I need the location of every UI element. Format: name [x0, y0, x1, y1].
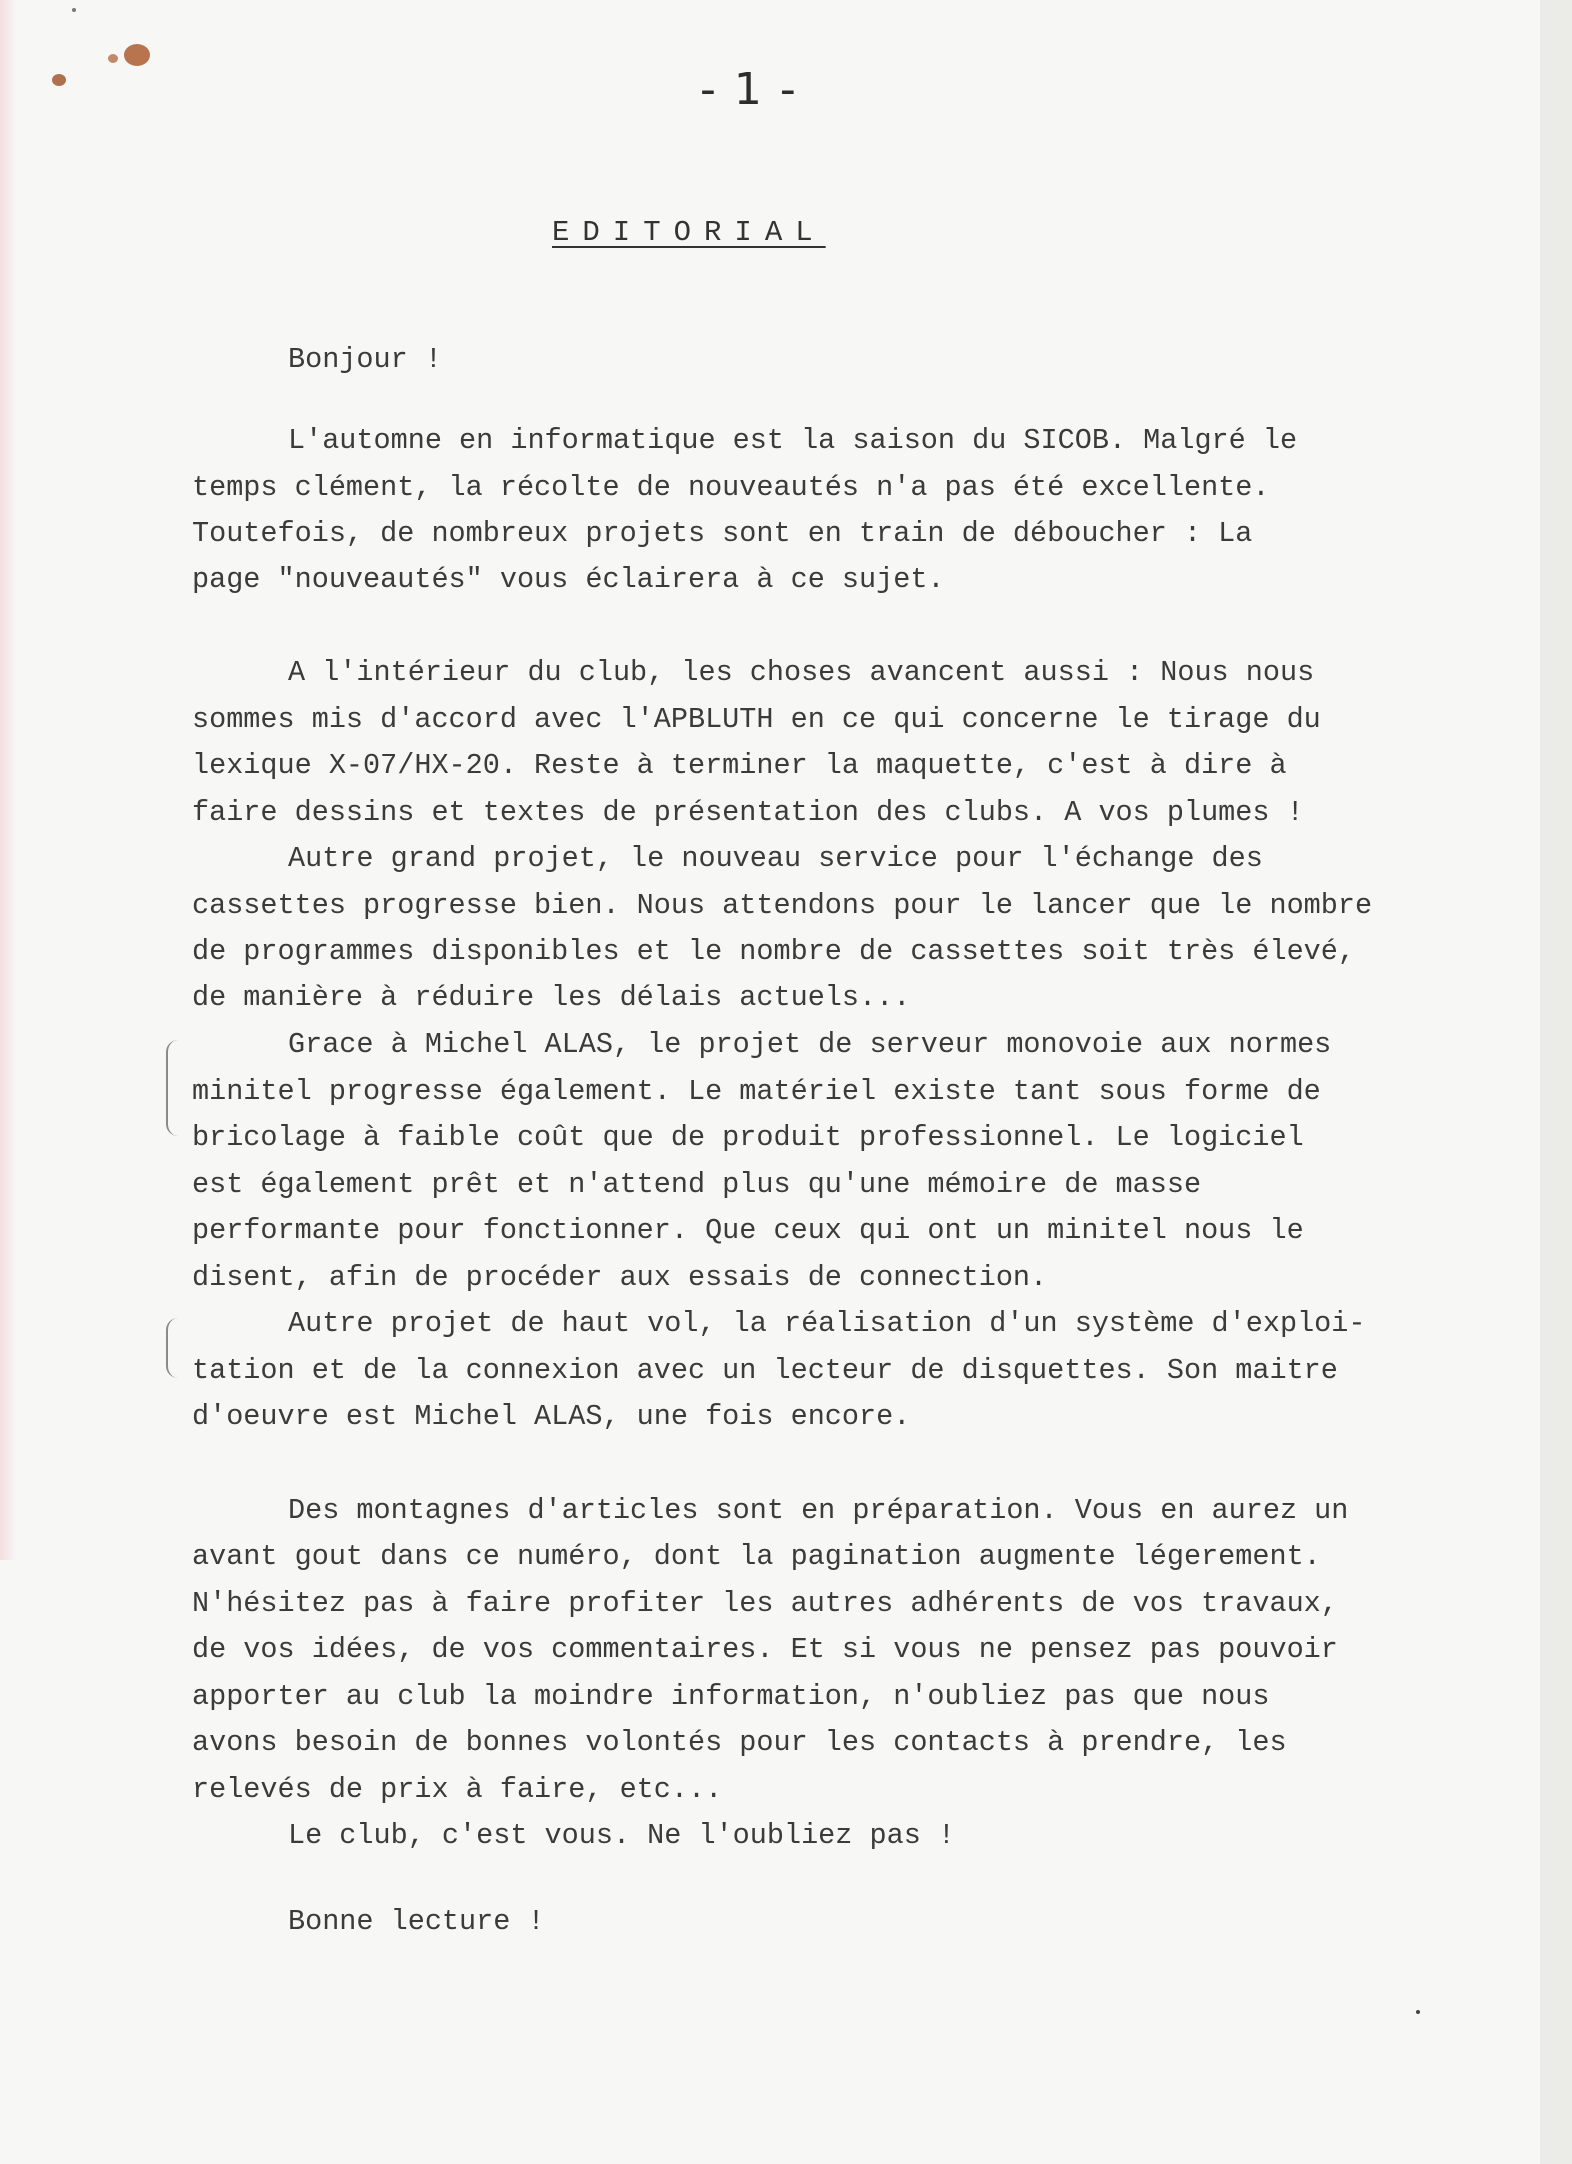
text-line: Grace à Michel ALAS, le projet de serveur monovoie aux normes	[288, 1028, 1332, 1061]
text-line: faire dessins et textes de présentation des clubs. A vos plumes !	[192, 796, 1304, 829]
stain-mark	[108, 54, 118, 63]
text-line: lexique X-07/HX-20. Reste à terminer la maquette, c'est à dire à	[192, 749, 1287, 782]
text-line: de manière à réduire les délais actuels...	[192, 981, 911, 1014]
text-line: est également prêt et n'attend plus qu'une mémoire de masse	[192, 1168, 1202, 1201]
text-line: de vos idées, de vos commentaires. Et si vous ne pensez pas pouvoir	[192, 1633, 1338, 1666]
text-line: d'oeuvre est Michel ALAS, une fois encore.	[192, 1400, 911, 1433]
stain-mark	[72, 8, 76, 12]
page-number: - 1 -	[700, 64, 798, 115]
text-line: sommes mis d'accord avec l'APBLUTH en ce qui concerne le tirage du	[192, 703, 1321, 736]
margin-bracket	[166, 1318, 178, 1378]
text-line: minitel progresse également. Le matériel existe tant sous forme de	[192, 1075, 1321, 1108]
text-line: Toutefois, de nombreux projets sont en train de déboucher : La	[192, 517, 1253, 550]
text-line: Bonne lecture !	[288, 1905, 545, 1938]
text-line: avant gout dans ce numéro, dont la pagination augmente légerement.	[192, 1540, 1321, 1573]
stain-mark	[124, 44, 150, 66]
text-line: cassettes progresse bien. Nous attendons pour le lancer que le nombre	[192, 889, 1373, 922]
page-title: EDITORIAL	[552, 216, 826, 249]
margin-bracket	[166, 1040, 178, 1136]
text-line: Autre grand projet, le nouveau service pour l'échange des	[288, 842, 1263, 875]
stain-mark	[52, 74, 66, 86]
text-line: temps clément, la récolte de nouveautés n'a pas été excellente.	[192, 471, 1270, 504]
ink-dot	[1416, 2010, 1420, 2014]
text-line: apporter au club la moindre information, n'oubliez pas que nous	[192, 1680, 1270, 1713]
text-line: tation et de la connexion avec un lecteur de disquettes. Son maitre	[192, 1354, 1338, 1387]
text-line: page "nouveautés" vous éclairera à ce sujet.	[192, 563, 945, 596]
text-line: N'hésitez pas à faire profiter les autres adhérents de vos travaux,	[192, 1587, 1338, 1620]
text-line: Autre projet de haut vol, la réalisation d'un système d'exploi-	[288, 1307, 1366, 1340]
text-line: Des montagnes d'articles sont en préparation. Vous en aurez un	[288, 1494, 1349, 1527]
text-line: Le club, c'est vous. Ne l'oubliez pas !	[288, 1819, 956, 1852]
text-line: de programmes disponibles et le nombre de cassettes soit très élevé,	[192, 935, 1355, 968]
text-line: avons besoin de bonnes volontés pour les contacts à prendre, les	[192, 1726, 1287, 1759]
paper-tint	[0, 0, 16, 1560]
text-line: A l'intérieur du club, les choses avancent aussi : Nous nous	[288, 656, 1315, 689]
paper-edge	[1540, 0, 1572, 2164]
text-line: L'automne en informatique est la saison du SICOB. Malgré le	[288, 424, 1298, 457]
text-line: relevés de prix à faire, etc...	[192, 1773, 723, 1806]
text-line: performante pour fonctionner. Que ceux qui ont un minitel nous le	[192, 1214, 1304, 1247]
text-line: Bonjour !	[288, 343, 442, 376]
text-line: disent, afin de procéder aux essais de connection.	[192, 1261, 1048, 1294]
text-line: bricolage à faible coût que de produit professionnel. Le logiciel	[192, 1121, 1304, 1154]
